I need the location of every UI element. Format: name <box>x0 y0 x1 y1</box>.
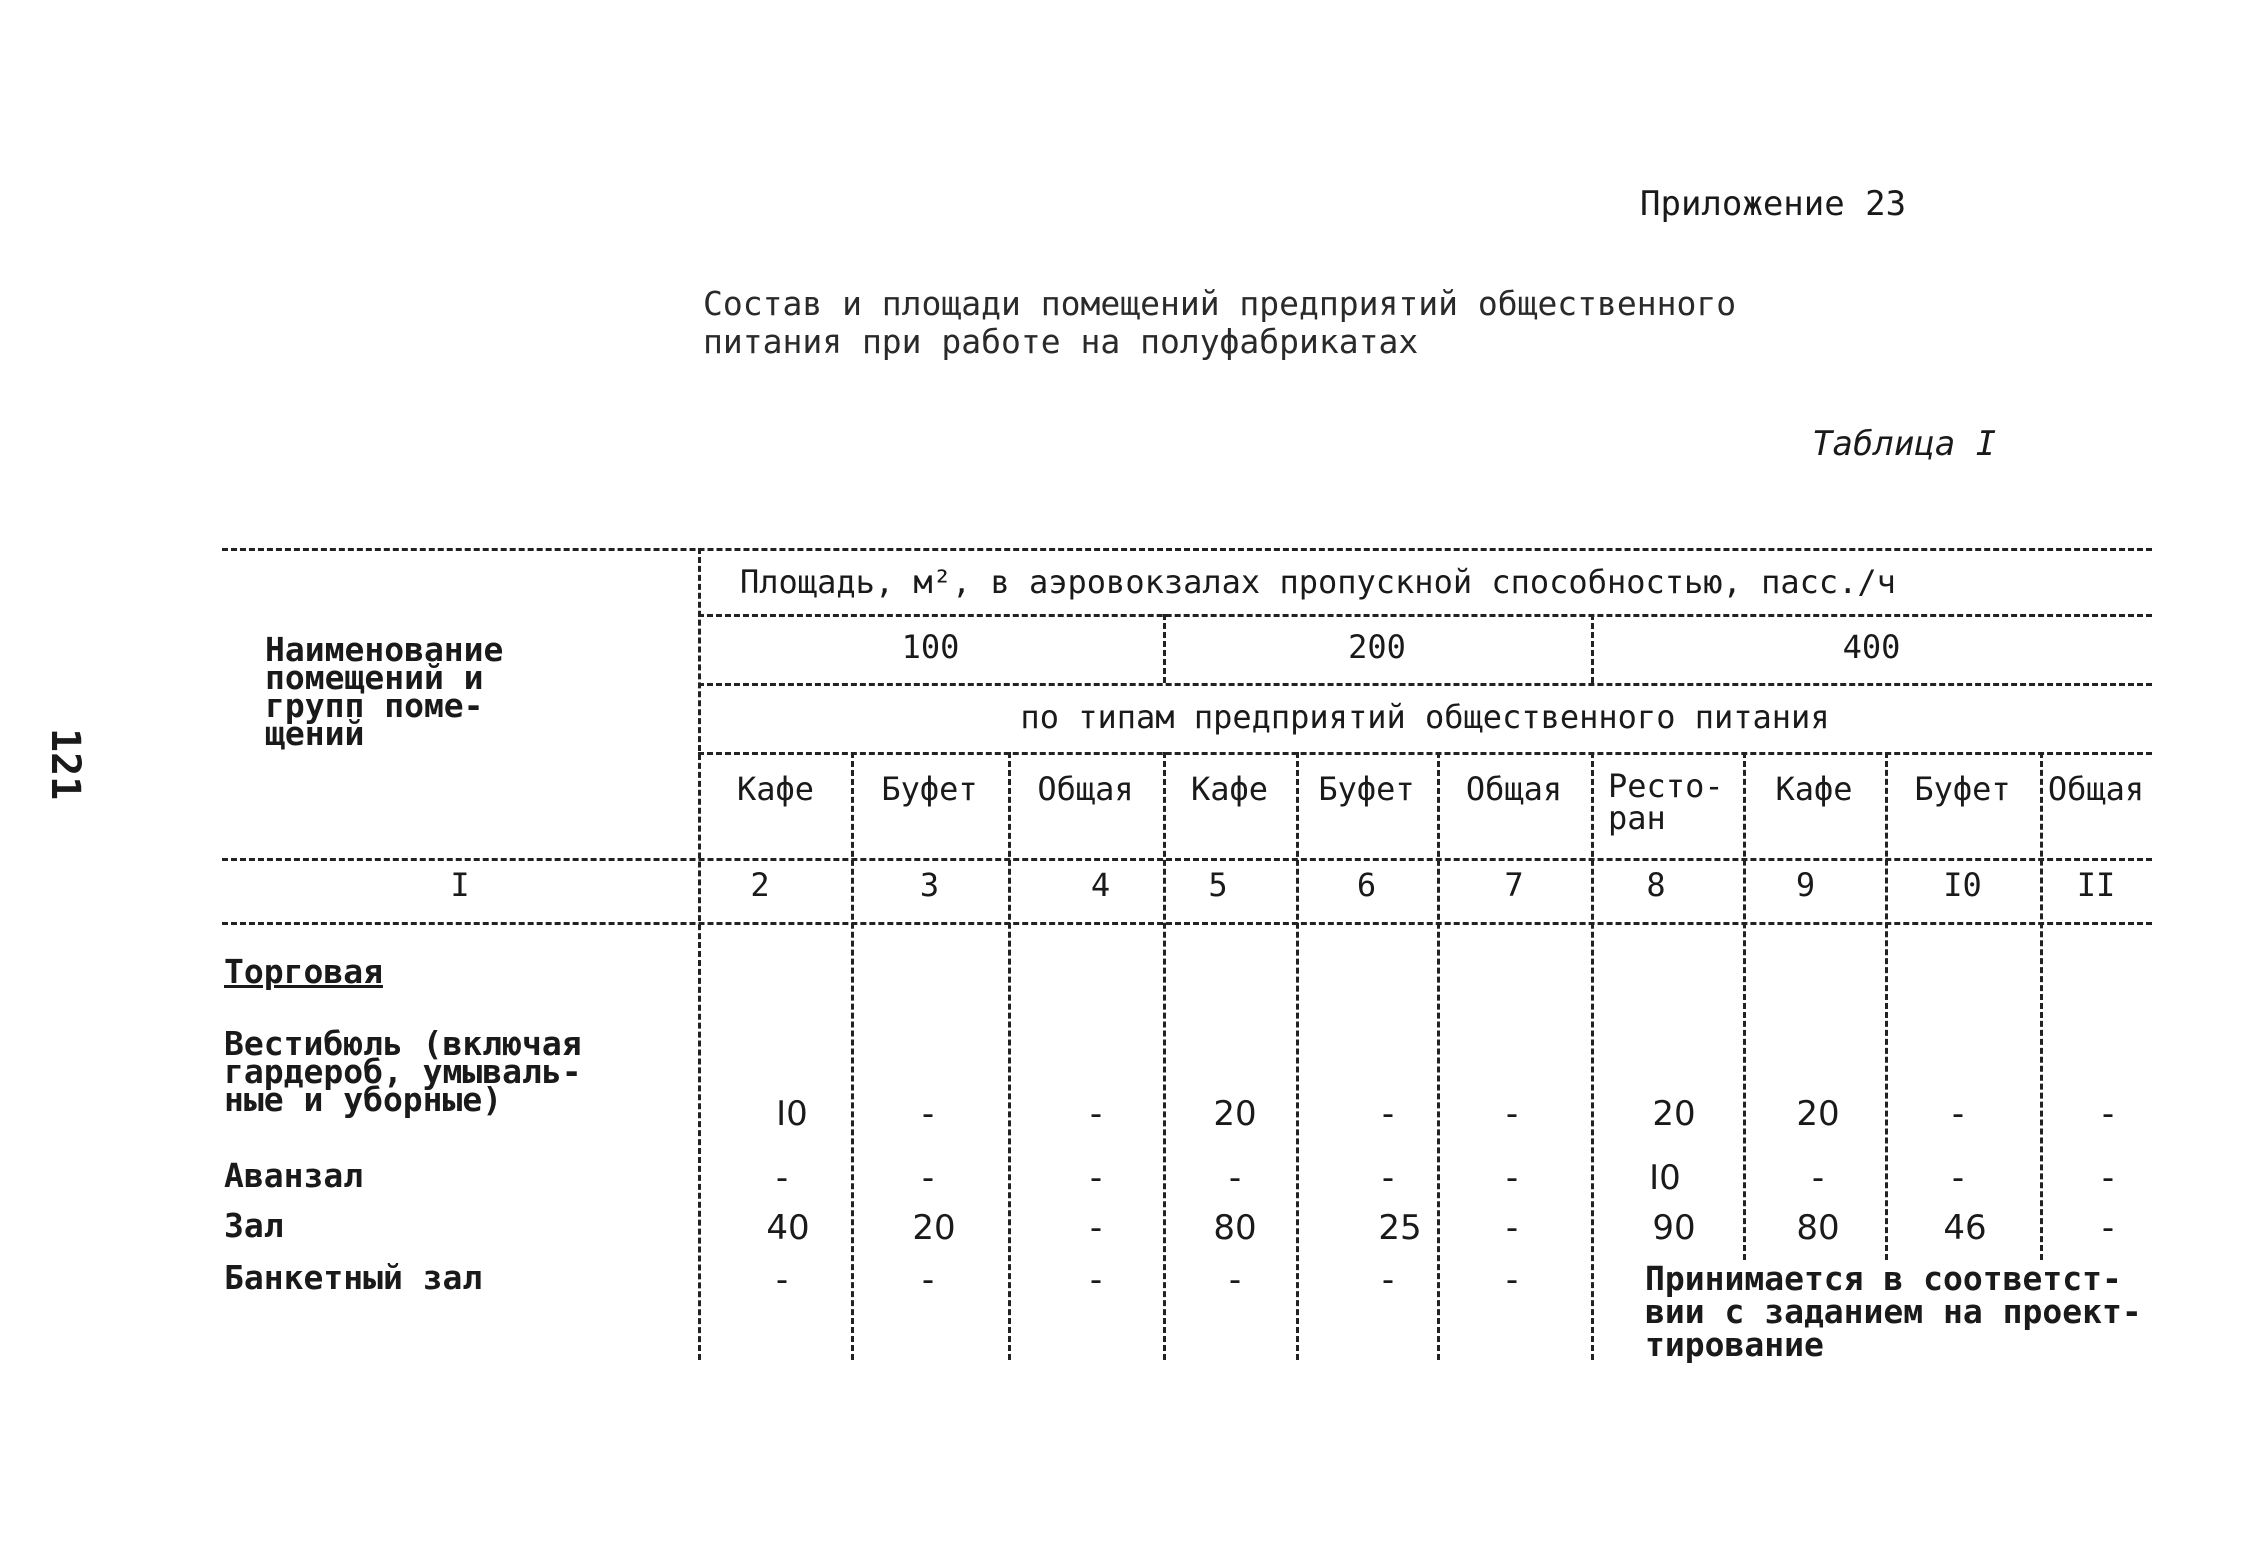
row-label-banquet-hall: Банкетный зал <box>224 1258 483 1297</box>
column-header: Кафе <box>1775 770 1853 808</box>
banquet-note-line: вии с заданием на проект- <box>1645 1292 2142 1331</box>
cell-value: - <box>2101 1208 2115 1248</box>
cell-value: 40 <box>766 1208 810 1248</box>
section-heading: Торговая <box>224 952 383 991</box>
column-header: Общая <box>2047 770 2145 808</box>
col-divider-7 <box>1591 752 1594 1360</box>
column-number: 8 <box>1646 866 1666 904</box>
column-number: 9 <box>1795 866 1816 904</box>
cell-value: - <box>1381 1094 1395 1134</box>
col-divider-3 <box>1008 752 1011 1360</box>
cell-value: 20 <box>1652 1094 1696 1134</box>
cell-value: - <box>1505 1094 1519 1134</box>
cell-value: - <box>775 1260 789 1300</box>
cell-value: - <box>921 1094 935 1134</box>
column-number: 7 <box>1504 866 1524 904</box>
cell-value: - <box>1381 1158 1395 1198</box>
col-divider-6 <box>1437 752 1440 1360</box>
cell-value: - <box>921 1260 935 1300</box>
row-label-line: Вестибюль (включая <box>224 1024 582 1063</box>
row-label-vestibule <box>224 1024 582 1119</box>
cell-value: - <box>1228 1260 1242 1300</box>
header-name-line: Наименование <box>265 630 504 669</box>
cell-value: - <box>1228 1158 1242 1198</box>
header-area: Площадь, м², в аэровокзалах пропускной способностью, пасс./ч <box>740 563 1896 601</box>
cell-value: - <box>921 1158 935 1198</box>
capacity-400: 400 <box>1842 628 1901 666</box>
document-title-line-2: питания при работе на полуфабрикатах <box>703 322 1419 361</box>
cell-value: - <box>1381 1260 1395 1300</box>
banquet-note <box>1645 1259 2142 1364</box>
cell-value: - <box>775 1158 789 1198</box>
number-row-bottom-rule <box>222 922 2152 925</box>
cell-value: - <box>1089 1094 1103 1134</box>
col-divider-10 <box>2040 752 2043 1260</box>
col-divider-2 <box>851 752 854 1360</box>
column-number: 2 <box>750 866 770 904</box>
table-top-rule <box>222 548 2152 551</box>
cell-value: 20 <box>1796 1094 1840 1134</box>
document-title-line-1: Состав и площади помещений предприятий общественного <box>703 284 1737 323</box>
column-header: Общая <box>1037 770 1134 808</box>
cell-value: 46 <box>1943 1208 1987 1248</box>
cell-value: - <box>1089 1208 1103 1248</box>
row-label-line: ные и уборные) <box>224 1080 503 1119</box>
cell-value: - <box>1951 1158 1965 1198</box>
header-name-cell <box>265 630 504 753</box>
cell-value: - <box>2101 1158 2115 1198</box>
cell-value: 20 <box>1213 1094 1257 1134</box>
cell-value: 80 <box>1796 1208 1840 1248</box>
cell-value: - <box>1089 1260 1103 1300</box>
column-header: Буфет <box>881 770 978 808</box>
col-divider-9 <box>1885 752 1888 1260</box>
column-header: Буфет <box>1318 770 1415 808</box>
capacity-200: 200 <box>1348 628 1406 666</box>
cell-value: - <box>1505 1208 1519 1248</box>
col-divider-8 <box>1743 752 1746 1260</box>
row-label-line: гардероб, умываль- <box>224 1052 582 1091</box>
column-number: II <box>2076 866 2116 904</box>
cell-value: 90 <box>1652 1208 1696 1248</box>
col-divider-name <box>698 548 701 1360</box>
column-number: 6 <box>1356 866 1377 904</box>
column-number: I <box>450 866 470 904</box>
cell-value: 25 <box>1378 1208 1422 1248</box>
col-divider-5 <box>1296 752 1299 1360</box>
cell-value: 80 <box>1213 1208 1257 1248</box>
column-number: I0 <box>1943 866 1982 904</box>
document-title <box>703 285 1736 361</box>
header-name-line: помещений и <box>265 658 484 697</box>
header-bottom-rule <box>222 858 2152 861</box>
column-number: 5 <box>1208 866 1228 904</box>
rule-under-area-header <box>698 614 2152 617</box>
column-header: Кафе <box>736 770 815 808</box>
cell-value: - <box>1505 1260 1519 1300</box>
page-number: 121 <box>42 728 88 801</box>
header-types: по типам предприятий общественного питания <box>1020 698 1830 736</box>
column-number: 3 <box>919 866 940 904</box>
col-divider-4 <box>1163 752 1166 1360</box>
appendix-label: Приложение 23 <box>1640 184 1907 224</box>
row-label-anteroom: Аванзал <box>224 1156 364 1195</box>
table-label: Таблица I <box>1812 424 1997 464</box>
banquet-note-line: Принимается в соответст- <box>1645 1259 2122 1298</box>
cell-value: - <box>1811 1158 1825 1198</box>
cell-value: 20 <box>912 1208 956 1248</box>
capacity-100: 100 <box>901 628 960 666</box>
header-name-line: щений <box>265 714 365 753</box>
column-header: Кафе <box>1190 770 1269 808</box>
column-header: Общая <box>1465 770 1563 808</box>
cell-value: - <box>2101 1094 2115 1134</box>
cell-value: - <box>1951 1094 1965 1134</box>
cell-value: I0 <box>776 1094 808 1134</box>
banquet-note-line: тирование <box>1645 1325 1824 1364</box>
column-header: Ресто- ран <box>1608 767 1724 837</box>
rule-under-capacities <box>698 683 2152 686</box>
cell-value: - <box>1505 1158 1519 1198</box>
column-header: Буфет <box>1914 770 2011 808</box>
rule-under-types-header <box>698 752 2152 755</box>
header-name-line: групп поме- <box>265 686 484 725</box>
cell-value: - <box>1089 1158 1103 1198</box>
column-number: 4 <box>1090 866 1111 904</box>
cell-value: I0 <box>1649 1158 1681 1198</box>
row-label-hall: Зал <box>224 1206 284 1245</box>
